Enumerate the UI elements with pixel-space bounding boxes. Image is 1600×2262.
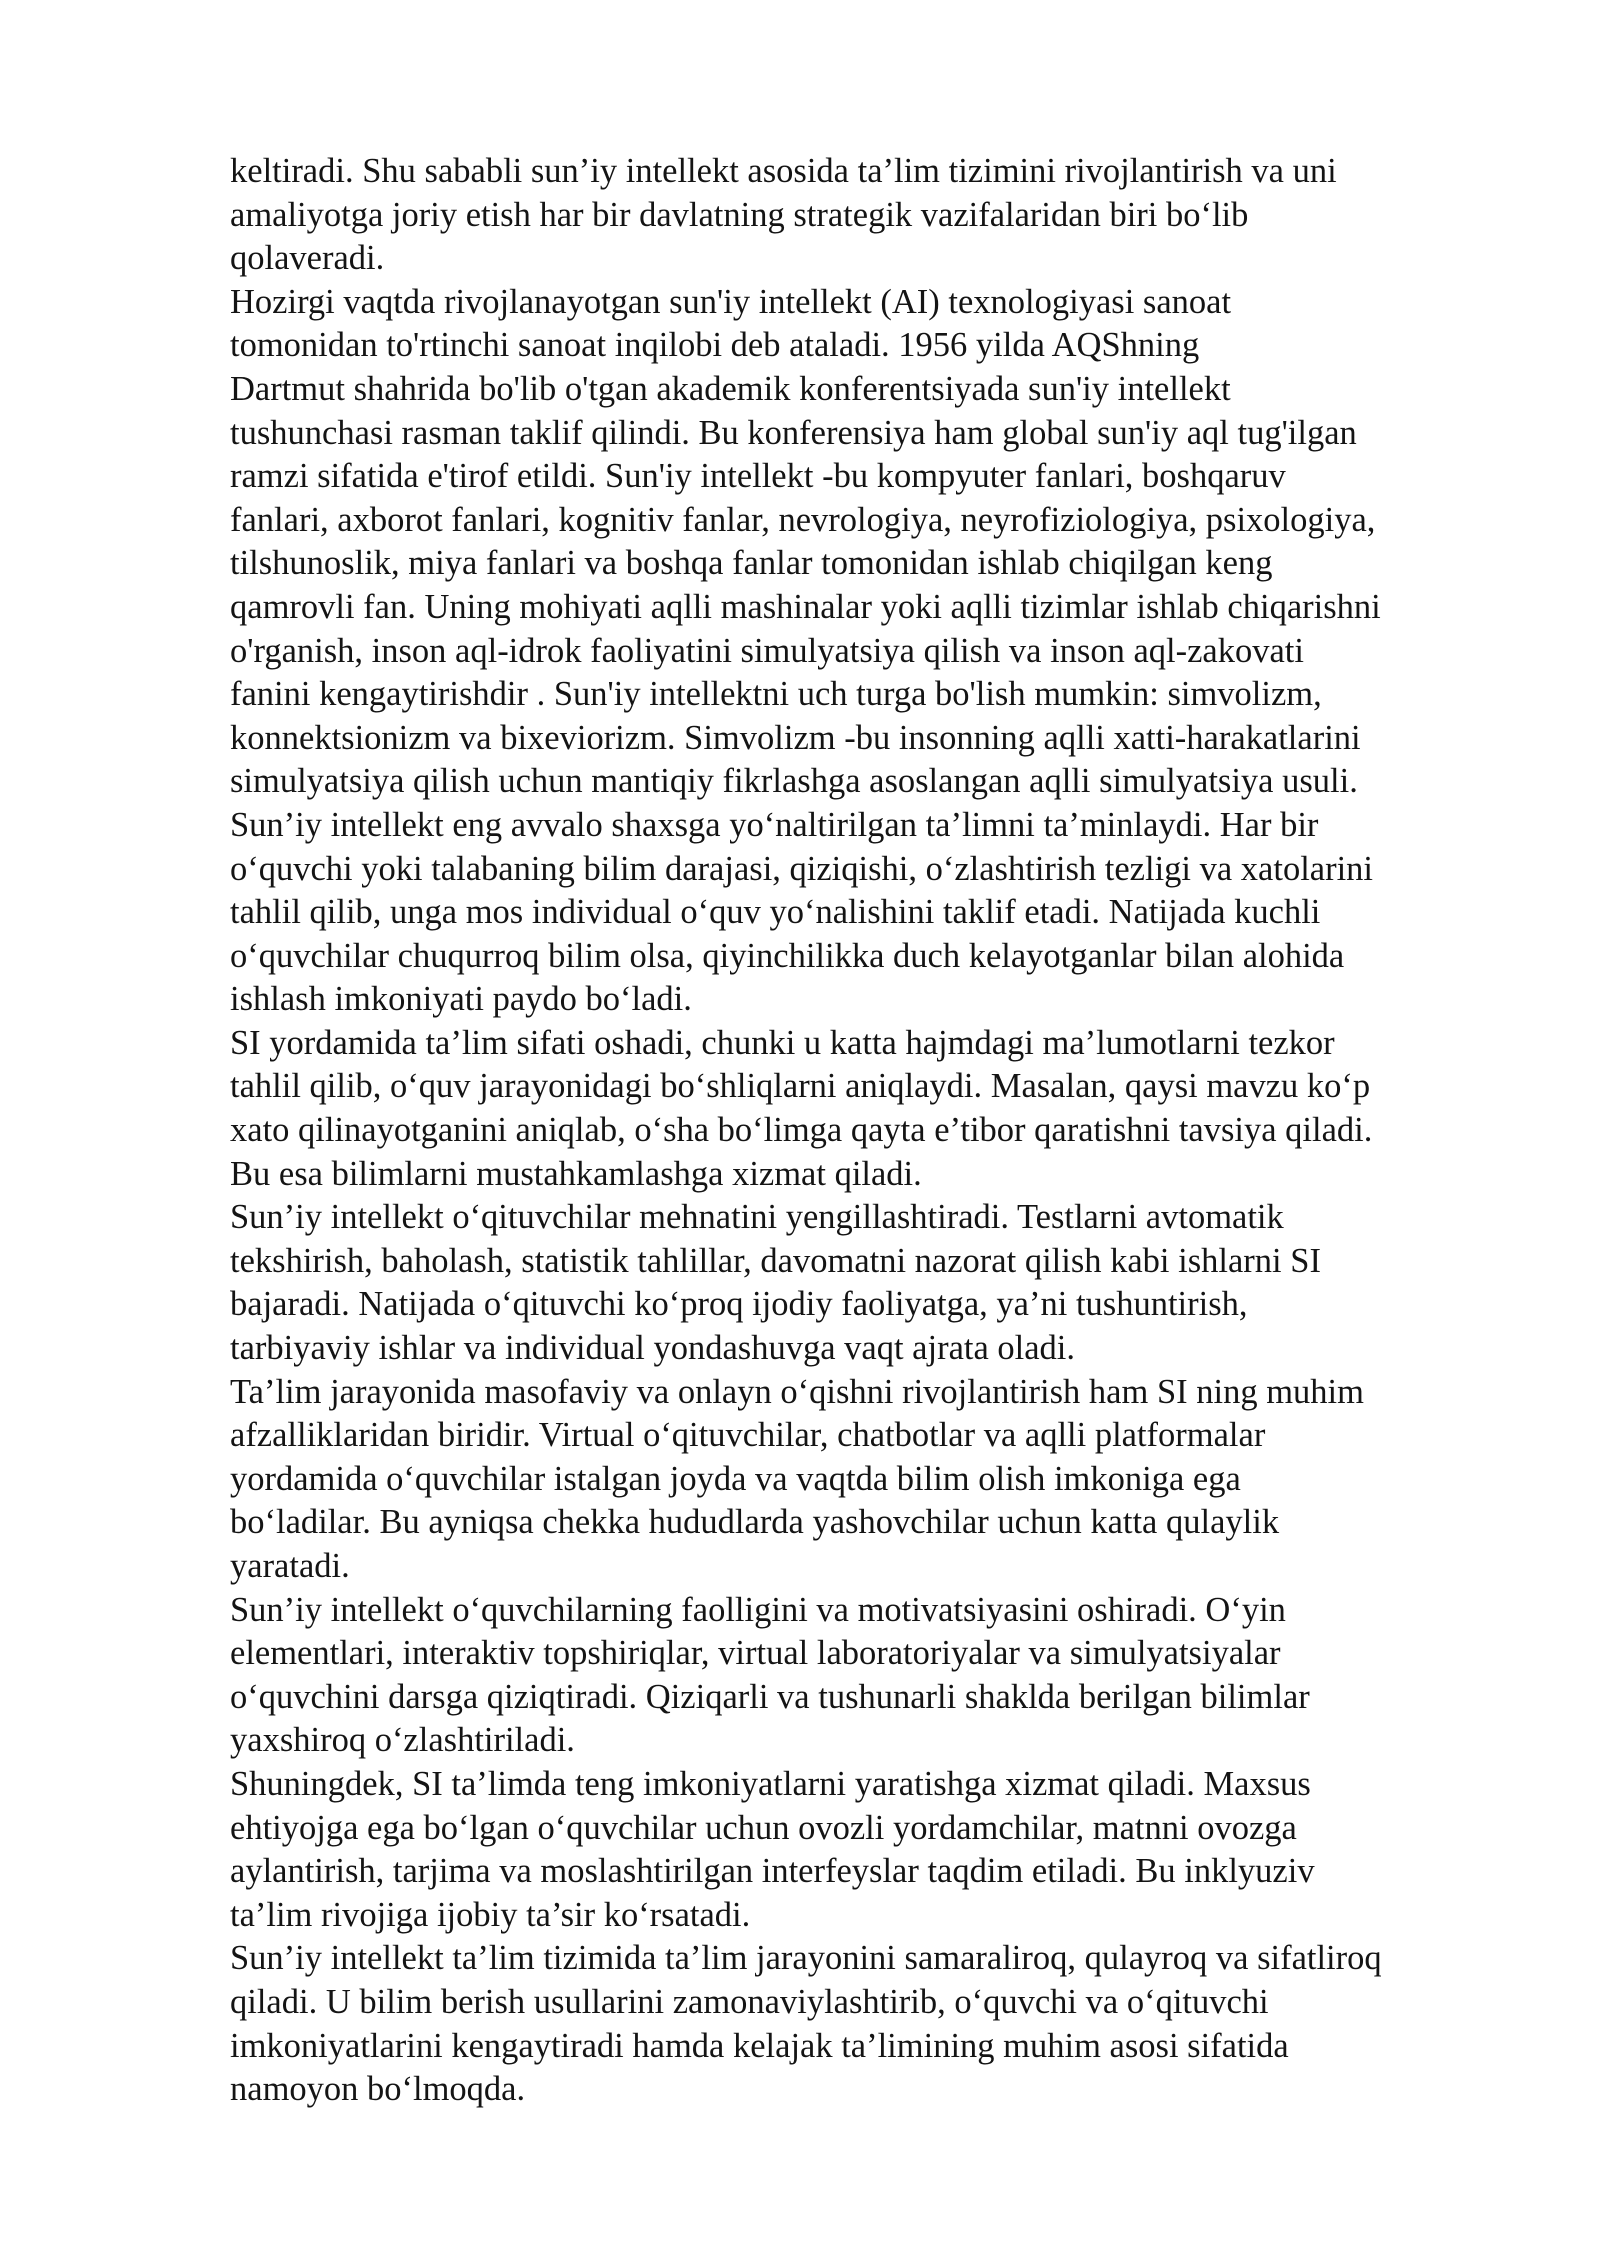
text-line: tekshirish, baholash, statistik tahlillar, davomatni nazorat qilish kabi ishlarni SI (230, 1241, 1321, 1280)
text-line: Sun’iy intellekt o‘quvchilarning faolligini va motivatsiyasini oshiradi. O‘yin (230, 1590, 1286, 1629)
text-line: ta’lim rivojiga ijobiy ta’sir ko‘rsatadi. (230, 1895, 751, 1934)
text-line: bo‘ladilar. Bu ayniqsa chekka hududlarda yashovchilar uchun katta qulaylik (230, 1503, 1280, 1542)
text-line: yaratadi. (230, 1547, 350, 1585)
paragraph-6 (230, 1371, 1510, 1589)
text-line: o‘quvchini darsga qiziqtiradi. Qiziqarli va tushunarli shaklda berilgan bilimlar (230, 1677, 1310, 1716)
text-line: Bu esa bilimlarni mustahkamlashga xizmat qiladi. (230, 1154, 922, 1193)
text-line: Sun’iy intellekt ta’lim tizimida ta’lim jarayonini samaraliroq, qulayroq va sifatliroq (230, 1939, 1382, 1978)
text-line: konnektsionizm va bixeviorizm. Simvolizm -bu insonning aqlli xatti-harakatlarini (230, 718, 1361, 757)
text-line: tilshunoslik, miya fanlari va boshqa fanlar tomonidan ishlab chiqilgan keng (230, 544, 1273, 583)
text-line: ramzi sifatida e'tirof etildi. Sun'iy intellekt -bu kompyuter fanlari, boshqaruv (230, 457, 1286, 496)
text-line: o‘quvchilar chuqurroq bilim olsa, qiyinchilikka duch kelayotganlar bilan alohida (230, 936, 1345, 975)
text-line: tomonidan to'rtinchi sanoat inqilobi deb ataladi. 1956 yilda AQShning (230, 326, 1200, 365)
text-line: fanini kengaytirishdir . Sun'iy intellektni uch turga bo'lish mumkin: simvolizm, (230, 675, 1322, 714)
text-line: xato qilinayotganini aniqlab, o‘sha bo‘limga qayta e’tibor qaratishni tavsiya qiladi. (230, 1111, 1373, 1150)
text-line: tahlil qilib, unga mos individual o‘quv yo‘nalishini taklif etadi. Natijada kuchli (230, 893, 1321, 932)
text-line: tarbiyaviy ishlar va individual yondashuvga vaqt ajrata oladi. (230, 1329, 1076, 1368)
text-line: fanlari, axborot fanlari, kognitiv fanlar, nevrologiya, neyrofiziologiya, psixologiya, (230, 500, 1376, 539)
text-line: yaxshiroq o‘zlashtiriladi. (230, 1721, 575, 1760)
text-line: bajaradi. Natijada o‘qituvchi ko‘proq ijodiy faoliyatga, ya’ni tushuntirish, (230, 1285, 1248, 1324)
paragraph-2 (230, 281, 1510, 804)
paragraph-9 (230, 1937, 1510, 2111)
text-line: Hozirgi vaqtda rivojlanayotgan sun'iy intellekt (AI) texnologiyasi sanoat (230, 282, 1232, 321)
paragraph-1 (230, 150, 1510, 281)
text-line: Sun’iy intellekt eng avvalo shaxsga yo‘naltirilgan ta’limni ta’minlaydi. Har bir (230, 805, 1319, 844)
text-line: afzalliklaridan biridir. Virtual o‘qituvchilar, chatbotlar va aqlli platformalar (230, 1416, 1266, 1455)
text-line: o'rganish, inson aql-idrok faoliyatini simulyatsiya qilish va inson aql-zakovati (230, 631, 1304, 670)
text-line: SI yordamida ta’lim sifati oshadi, chunki u katta hajmdagi ma’lumotlarni tezkor (230, 1023, 1335, 1062)
text-line: aylantirish, tarjima va moslashtirilgan interfeyslar taqdim etiladi. Bu inklyuziv (230, 1852, 1315, 1891)
paragraph-5 (230, 1196, 1510, 1370)
text-line: amaliyotga joriy etish har bir davlatning strategik vazifalaridan biri bo‘lib (230, 195, 1249, 234)
text-line: Ta’lim jarayonida masofaviy va onlayn o‘qishni rivojlantirish ham SI ning muhim (230, 1372, 1364, 1411)
text-line: namoyon bo‘lmoqda. (230, 2070, 526, 2109)
paragraph-8 (230, 1763, 1510, 1937)
text-line: Dartmut shahrida bo'lib o'tgan akademik konferentsiyada sun'iy intellekt (230, 369, 1231, 408)
text-line: yordamida o‘quvchilar istalgan joyda va vaqtda bilim olish imkoniga ega (230, 1459, 1241, 1498)
paragraph-4 (230, 1022, 1510, 1196)
text-line: Shuningdek, SI ta’limda teng imkoniyatlarni yaratishga xizmat qiladi. Maxsus (230, 1764, 1311, 1803)
text-line: elementlari, interaktiv topshiriqlar, virtual laboratoriyalar va simulyatsiyalar (230, 1634, 1281, 1673)
paragraph-7 (230, 1589, 1510, 1763)
text-line: tahlil qilib, o‘quv jarayonidagi bo‘shliqlarni aniqlaydi. Masalan, qaysi mavzu ko‘p (230, 1067, 1371, 1106)
text-line: simulyatsiya qilish uchun mantiqiy fikrlashga asoslangan aqlli simulyatsiya usuli. (230, 762, 1358, 801)
text-line: qiladi. U bilim berish usullarini zamonaviylashtirib, o‘quvchi va o‘qituvchi (230, 1982, 1269, 2021)
text-line: qamrovli fan. Uning mohiyati aqlli mashinalar yoki aqlli tizimlar ishlab chiqarishni (230, 587, 1381, 626)
text-line: o‘quvchi yoki talabaning bilim darajasi, qiziqishi, o‘zlashtirish tezligi va xatolarini (230, 849, 1374, 888)
text-line: qolaveradi. (230, 239, 385, 278)
text-line: Sun’iy intellekt o‘qituvchilar mehnatini yengillashtiradi. Testlarni avtomatik (230, 1198, 1284, 1237)
text-line: tushunchasi rasman taklif qilindi. Bu konferensiya ham global sun'iy aql tug'ilgan (230, 413, 1357, 452)
text-line: imkoniyatlarini kengaytiradi hamda kelajak ta’limining muhim asosi sifatida (230, 2026, 1289, 2065)
text-line: ehtiyojga ega bo‘lgan o‘quvchilar uchun ovozli yordamchilar, matnni ovozga (230, 1808, 1297, 1847)
document-page (230, 150, 1510, 2112)
text-line: keltiradi. Shu sababli sun’iy intellekt asosida ta’lim tizimini rivojlantirish va uni (230, 152, 1337, 190)
paragraph-3 (230, 804, 1510, 1022)
text-line: ishlash imkoniyati paydo bo‘ladi. (230, 980, 692, 1019)
